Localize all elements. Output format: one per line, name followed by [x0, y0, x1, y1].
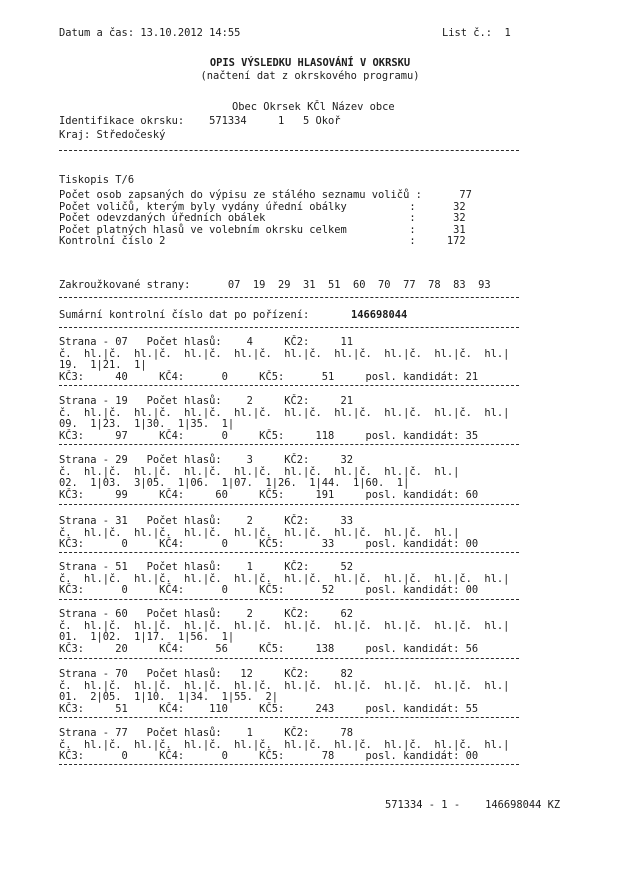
- party-header: Strana - 77 Počet hlasů: 1 KČ2: 78: [59, 727, 354, 739]
- party-header: Strana - 31 Počet hlasů: 2 KČ2: 33: [59, 515, 354, 527]
- separator: [59, 444, 519, 445]
- party-columns: č. hl.|č. hl.|č. hl.|č. hl.|č. hl.|č. hl.|č. hl.|č. hl.|: [59, 526, 460, 539]
- party-header: Strana - 70 Počet hlasů: 12 KČ2: 82: [59, 668, 354, 680]
- separator: [59, 385, 519, 386]
- columns-caption: Obec Okrsek KČl Název obce: [232, 101, 395, 113]
- party-checksums: KČ3: 0 KČ4: 0 KČ5: 78 posl. kandidát: 00: [59, 750, 479, 763]
- party-columns: č. hl.|č. hl.|č. hl.|č. hl.|č. hl.|č. hl.|č. hl.|č. hl.|č. hl.|: [59, 738, 510, 751]
- party-columns: č. hl.|č. hl.|č. hl.|č. hl.|č. hl.|č. hl.|č. hl.|č. hl.|č. hl.|: [59, 679, 510, 692]
- form-row: Počet odevzdaných úředních obálek : 32: [59, 212, 466, 225]
- party-block-31: [59, 515, 478, 550]
- separator: [59, 599, 519, 600]
- party-checksums: KČ3: 99 KČ4: 60 KČ5: 191 posl. kandidát: 60: [59, 488, 479, 501]
- party-checksums: KČ3: 20 KČ4: 56 KČ5: 138 posl. kandidát: 56: [59, 642, 479, 655]
- party-candidate-votes: 01. 2|05. 1|10. 1|34. 1|55. 2|: [59, 691, 278, 704]
- party-checksums: KČ3: 51 KČ4: 110 KČ5: 243 posl. kandidát: 55: [59, 702, 479, 715]
- district-identification: Identifikace okrsku: 571334 1 5 Okoř: [59, 115, 341, 127]
- datetime: Datum a čas: 13.10.2012 14:55: [59, 27, 241, 39]
- party-checksums: KČ3: 97 KČ4: 0 KČ5: 118 posl. kandidát: 35: [59, 429, 479, 442]
- footer-code: 571334 - 1 - 146698044 KZ: [385, 799, 561, 811]
- checksum-value: 146698044: [351, 309, 408, 321]
- party-block-51: [59, 561, 509, 596]
- party-header: Strana - 19 Počet hlasů: 2 KČ2: 21: [59, 395, 354, 407]
- separator: [59, 552, 519, 553]
- party-columns: č. hl.|č. hl.|č. hl.|č. hl.|č. hl.|č. hl.|č. hl.|č. hl.|: [59, 465, 460, 478]
- party-candidate-votes: 01. 1|02. 1|17. 1|56. 1|: [59, 631, 235, 644]
- form-row: Kontrolní číslo 2 : 172: [59, 235, 466, 248]
- party-header: Strana - 51 Počet hlasů: 1 KČ2: 52: [59, 561, 354, 573]
- party-block-70: [59, 668, 509, 714]
- circled-parties: Zakroužkované strany: 07 19 29 31 51 60 70 77 78 83 93: [59, 279, 491, 291]
- party-header: Strana - 60 Počet hlasů: 2 KČ2: 62: [59, 608, 354, 620]
- form-summary: [59, 189, 472, 247]
- party-checksums: KČ3: 0 KČ4: 0 KČ5: 52 posl. kandidát: 00: [59, 584, 479, 597]
- party-block-07: [59, 336, 509, 382]
- document-subtitle: (načtení dat z okrskového programu): [200, 70, 420, 82]
- separator: [59, 658, 519, 659]
- form-row: Počet voličů, kterým byly vydány úřední obálky : 32: [59, 200, 466, 213]
- separator: [59, 504, 519, 505]
- separator: [59, 764, 519, 765]
- checksum-label: Sumární kontrolní číslo dat po pořízení:: [59, 309, 310, 321]
- party-columns: č. hl.|č. hl.|č. hl.|č. hl.|č. hl.|č. hl.|č. hl.|č. hl.|č. hl.|: [59, 347, 510, 360]
- separator: [59, 150, 519, 151]
- sheet-number: List č.: 1: [442, 27, 511, 39]
- party-checksums: KČ3: 40 KČ4: 0 KČ5: 51 posl. kandidát: 21: [59, 370, 479, 383]
- party-block-19: [59, 395, 509, 441]
- party-block-60: [59, 608, 509, 654]
- party-columns: č. hl.|č. hl.|č. hl.|č. hl.|č. hl.|č. hl.|č. hl.|č. hl.|č. hl.|: [59, 406, 510, 419]
- separator: [59, 297, 519, 298]
- party-candidate-votes: 09. 1|23. 1|30. 1|35. 1|: [59, 418, 235, 431]
- party-candidate-votes: 19. 1|21. 1|: [59, 359, 147, 372]
- form-row: Počet platných hlasů ve volebním okrsku celkem : 31: [59, 223, 466, 236]
- form-name: Tiskopis T/6: [59, 174, 135, 186]
- party-checksums: KČ3: 0 KČ4: 0 KČ5: 33 posl. kandidát: 00: [59, 538, 479, 551]
- region: Kraj: Středočeský: [59, 129, 166, 141]
- party-candidate-votes: 02. 1|03. 3|05. 1|06. 1|07. 1|26. 1|44. 1|60. 1|: [59, 477, 410, 490]
- party-block-29: [59, 454, 478, 500]
- party-header: Strana - 29 Počet hlasů: 3 KČ2: 32: [59, 454, 354, 466]
- party-header: Strana - 07 Počet hlasů: 4 KČ2: 11: [59, 336, 354, 348]
- separator: [59, 327, 519, 328]
- document-title: OPIS VÝSLEDKU HLASOVÁNÍ V OKRSKU: [209, 57, 411, 69]
- separator: [59, 717, 519, 718]
- form-row: Počet osob zapsaných do výpisu ze stálého seznamu voličů : 77: [59, 189, 472, 201]
- party-columns: č. hl.|č. hl.|č. hl.|č. hl.|č. hl.|č. hl.|č. hl.|č. hl.|č. hl.|: [59, 619, 510, 632]
- party-block-77: [59, 727, 509, 762]
- party-columns: č. hl.|č. hl.|č. hl.|č. hl.|č. hl.|č. hl.|č. hl.|č. hl.|č. hl.|: [59, 572, 510, 585]
